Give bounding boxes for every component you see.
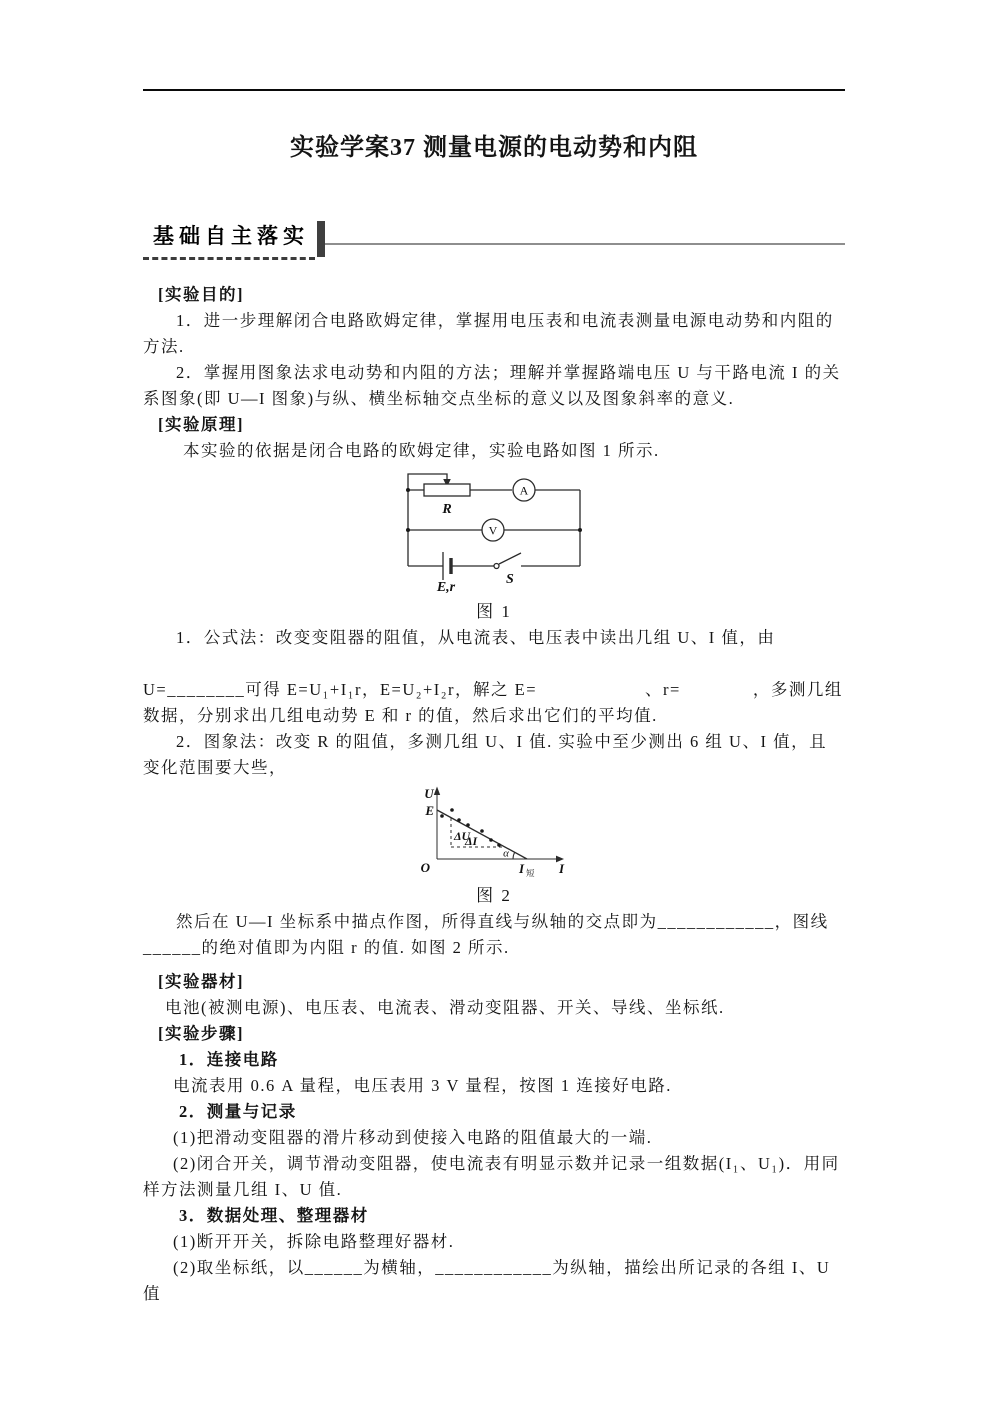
- fit-line: [437, 810, 527, 859]
- data-point: [497, 843, 501, 847]
- data-point: [466, 823, 470, 827]
- purpose-item-2: 2．掌握用图象法求电动势和内阻的方法；理解并掌握路端电压 U 与干路电流 I 的关系图象(即 U—I 图象)与纵、横坐标轴交点坐标的意义以及图象斜率的意义.: [143, 363, 841, 408]
- step2-item-1: (1)把滑动变阻器的滑片移动到使接入电路的阻值最大的一端.: [173, 1128, 653, 1147]
- purpose-heading: [实验目的]: [158, 285, 244, 304]
- step3-heading: 3．数据处理、整理器材: [179, 1206, 369, 1225]
- junction-dot: [406, 488, 410, 492]
- junction-dot: [578, 528, 582, 532]
- voltmeter-label: V: [488, 523, 498, 538]
- origin-label: O: [420, 860, 430, 875]
- rheostat-label: R: [442, 502, 452, 517]
- data-point: [440, 814, 444, 818]
- principle-intro: 本实验的依据是闭合电路的欧姆定律，实验电路如图 1 所示.: [183, 441, 660, 460]
- step2-heading: 2．测量与记录: [179, 1102, 297, 1121]
- section-header: [143, 221, 845, 261]
- page-title: 实验学案37 测量电源的电动势和内阻: [290, 135, 698, 161]
- ammeter-label: A: [519, 483, 529, 498]
- x-intercept-label: I: [518, 861, 524, 876]
- badge-bar: [317, 221, 325, 257]
- delta-i-label: ΔI: [464, 834, 477, 848]
- principle-heading: [实验原理]: [158, 415, 244, 434]
- y-axis-arrow-icon: [433, 787, 439, 796]
- step1-text: 电流表用 0.6 A 量程，电压表用 3 V 量程，按图 1 连接好电路.: [173, 1076, 672, 1095]
- materials-heading: [实验器材]: [158, 972, 244, 991]
- data-point: [450, 808, 454, 812]
- switch-label: S: [506, 572, 514, 587]
- formula-line-1: U=________可得 E=U₁+I₁r，E=U₂+I₂r，解之 E= 、r= ，多测几组: [143, 680, 843, 699]
- battery-label: E,r: [436, 580, 456, 594]
- figure-2-caption: 图 2: [476, 886, 512, 905]
- ui-graph: [407, 783, 582, 878]
- badge-rule: [325, 243, 845, 245]
- step3-item-2: (2)取坐标纸，以______为横轴，____________为纵轴，描绘出所记录的各组 I、U 值: [143, 1258, 831, 1303]
- graph-method: 2．图象法：改变 R 的阻值，多测几组 U、I 值. 实验中至少测出 6 组 U、I 值，且变化范围要大些，: [143, 732, 828, 777]
- step2-item-2: (2)闭合开关，调节滑动变阻器，使电流表有明显示数并记录一组数据(I₁、U₁)．用同样方法测量几组 I、U 值.: [143, 1154, 840, 1199]
- data-point: [489, 838, 493, 842]
- figure-2: [143, 783, 845, 909]
- x-intercept-sub-label: 短: [525, 868, 535, 878]
- graph-explain: 然后在 U—I 坐标系中描点作图，所得直线与纵轴的交点即为____________，图线______的绝对值即为内阻 r 的值. 如图 2 所示.: [143, 912, 829, 957]
- step1-heading: 1．连接电路: [179, 1050, 279, 1069]
- materials-text: 电池(被测电源)、电压表、电流表、滑动变阻器、开关、导线、坐标纸.: [165, 998, 725, 1017]
- delta-u-label: ΔU: [453, 829, 470, 843]
- steps-heading: [实验步骤]: [158, 1024, 244, 1043]
- x-axis-label: I: [558, 861, 564, 876]
- purpose-item-1: 1．进一步理解闭合电路欧姆定律，掌握用电压表和电流表测量电源电动势和内阻的方法.: [143, 311, 834, 356]
- rheostat-symbol: [424, 484, 470, 496]
- circuit-diagram: [394, 466, 594, 594]
- formula-line-2: 数据，分别求出几组电动势 E 和 r 的值，然后求出它们的平均值.: [143, 706, 658, 725]
- data-point: [480, 829, 484, 833]
- y-axis-label: U: [423, 786, 434, 801]
- figure-1: [143, 466, 845, 625]
- angle-label: α: [502, 847, 509, 860]
- content-column: [143, 89, 845, 1307]
- figure-1-caption: 图 1: [476, 602, 512, 621]
- switch-pivot: [494, 564, 499, 569]
- data-point: [457, 818, 461, 822]
- step3-item-1: (1)断开开关，拆除电路整理好器材.: [173, 1232, 455, 1251]
- junction-dot: [406, 528, 410, 532]
- top-rule: [143, 89, 845, 91]
- angle-arc: [513, 852, 515, 859]
- switch-lever: [499, 553, 521, 564]
- emf-label: E: [424, 803, 434, 818]
- section-badge: 基础自主落实: [143, 221, 315, 260]
- formula-method: 1．公式法：改变变阻器的阻值，从电流表、电压表中读出几组 U、I 值，由: [176, 628, 776, 647]
